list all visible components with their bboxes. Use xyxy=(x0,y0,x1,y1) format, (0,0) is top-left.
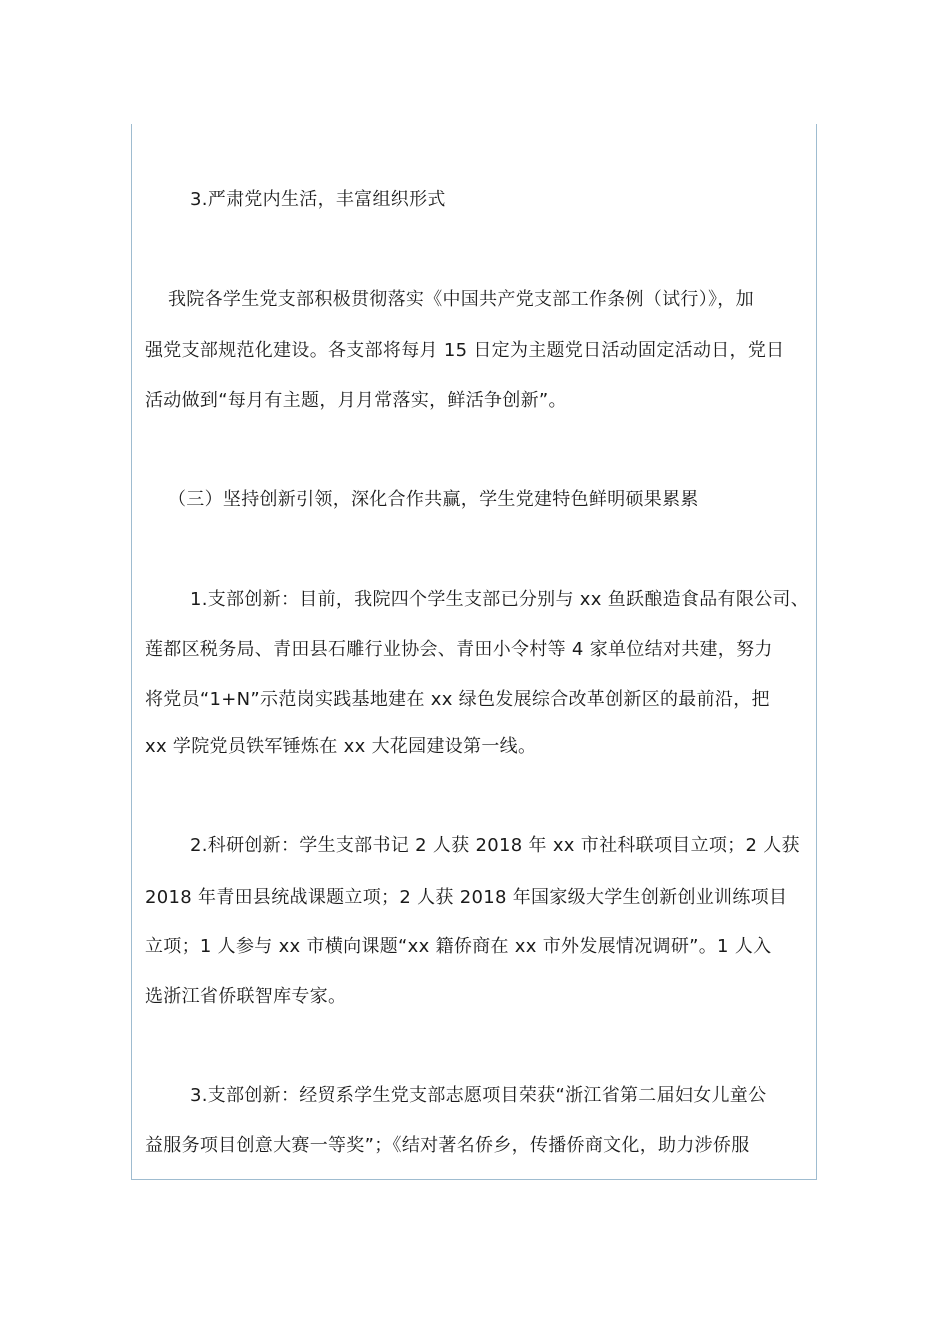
section-heading: （三）坚持创新引领，深化合作共赢，学生党建特色鲜明硕果累累 xyxy=(168,489,699,510)
paragraph-line: 将党员“1+N”示范岗实践基地建在 xx 绿色发展综合改革创新区的最前沿，把 xyxy=(145,689,770,710)
paragraph-line: 益服务项目创意大赛一等奖”；《结对著名侨乡，传播侨商文化，助力涉侨服 xyxy=(145,1135,750,1156)
paragraph-line: 活动做到“每月有主题，月月常落实，鲜活争创新”。 xyxy=(145,390,567,411)
paragraph-line: 强党支部规范化建设。各支部将每月 15 日定为主题党日活动固定活动日，党日 xyxy=(145,340,785,361)
paragraph-line: 立项；1 人参与 xx 市横向课题“xx 籍侨商在 xx 市外发展情况调研”。1 人入 xyxy=(145,936,772,957)
paragraph-line: 1.支部创新：目前，我院四个学生支部已分别与 xx 鱼跃酿造食品有限公司、 xyxy=(190,589,810,610)
paragraph-line: 我院各学生党支部积极贯彻落实《中国共产党支部工作条例（试行）》，加 xyxy=(168,289,754,310)
paragraph-line: 2018 年青田县统战课题立项；2 人获 2018 年国家级大学生创新创业训练项目 xyxy=(145,887,788,908)
paragraph-line: 3.支部创新：经贸系学生党支部志愿项目荣获“浙江省第二届妇女儿童公 xyxy=(190,1085,767,1106)
subsection-heading: 3.严肃党内生活，丰富组织形式 xyxy=(190,189,446,210)
paragraph-line: 选浙江省侨联智库专家。 xyxy=(145,986,347,1007)
paragraph-line: 莲都区税务局、青田县石雕行业协会、青田小令村等 4 家单位结对共建，努力 xyxy=(145,639,773,660)
paragraph-line: xx 学院党员铁军锤炼在 xx 大花园建设第一线。 xyxy=(145,736,537,757)
paragraph-line: 2.科研创新：学生支部书记 2 人获 2018 年 xx 市社科联项目立项；2 人获 xyxy=(190,835,800,856)
